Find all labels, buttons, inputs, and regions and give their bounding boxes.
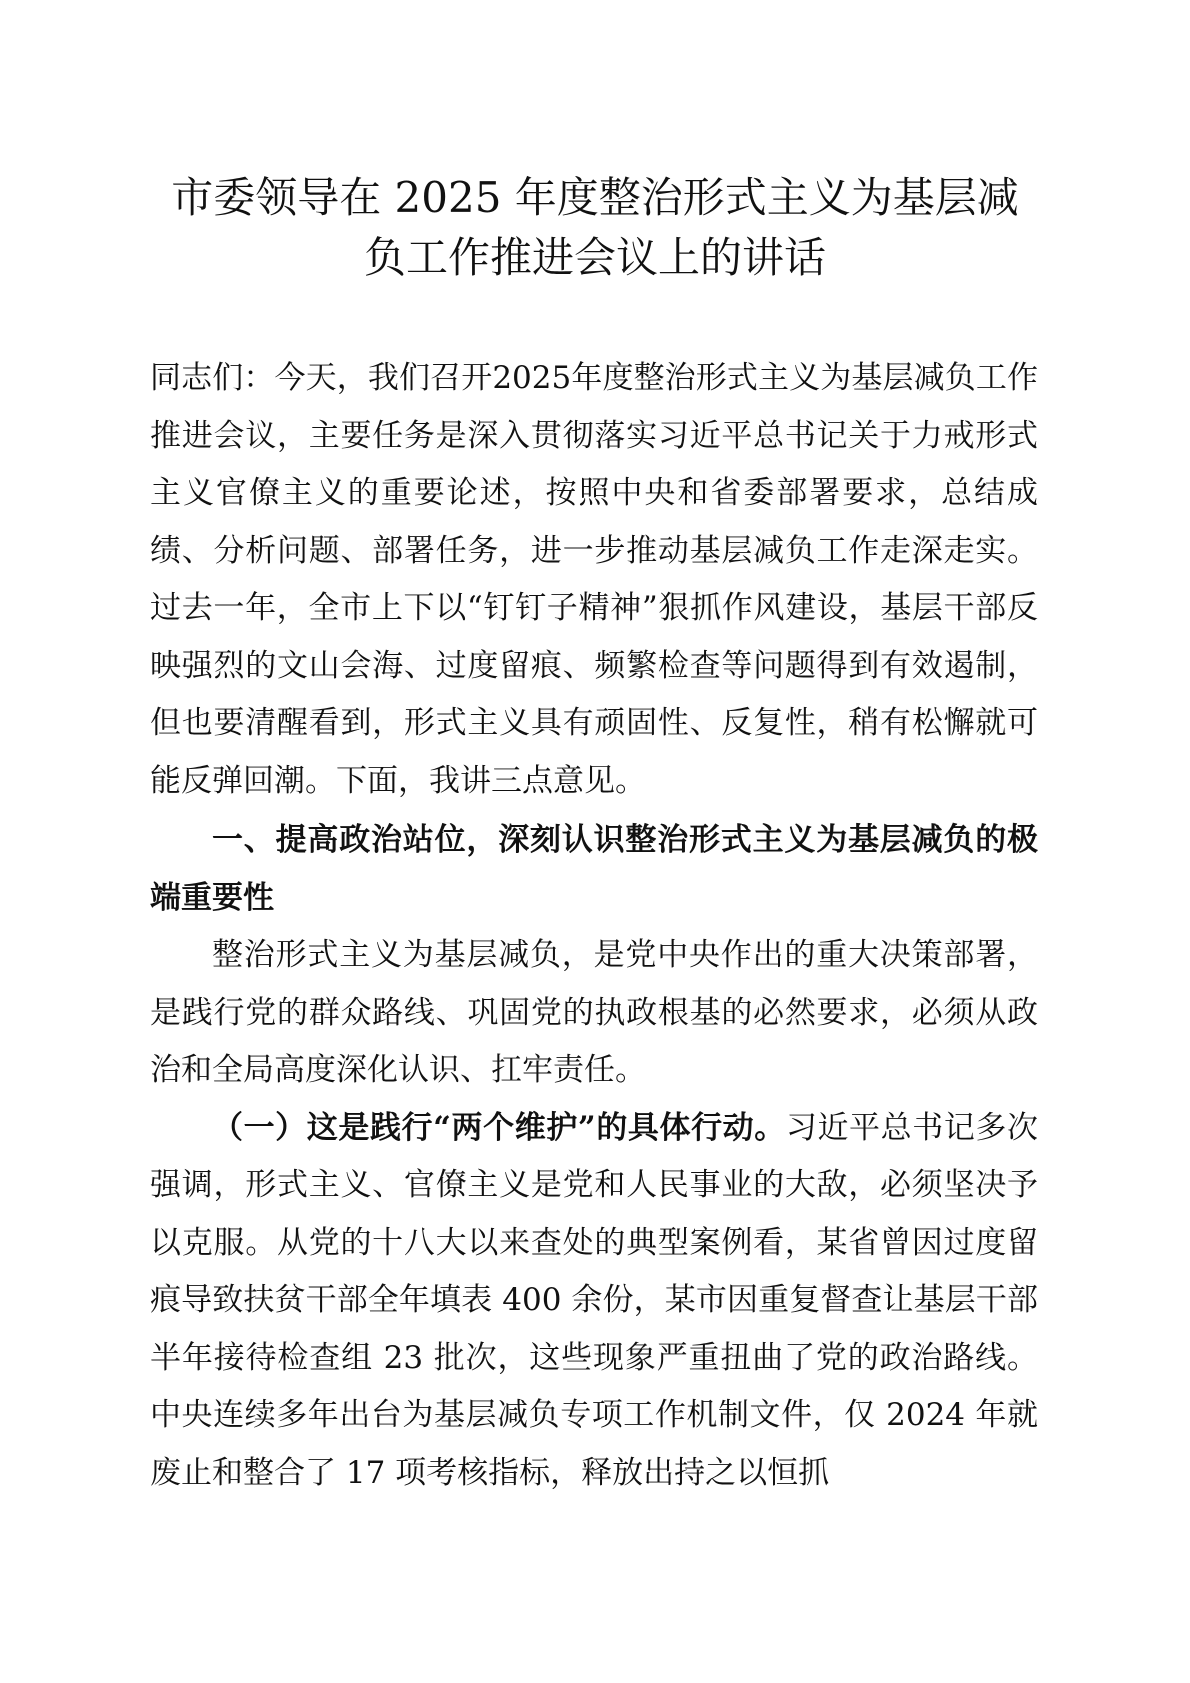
title-line-2: 负工作推进会议上的讲话: [363, 233, 826, 282]
document-body: [150, 350, 1038, 1502]
subsection-label-1: （一）这是践行“两个维护”的具体行动。: [212, 1109, 786, 1146]
subsection-paragraph-1: [150, 1100, 1038, 1503]
document-title: [120, 168, 1070, 288]
intro-paragraph: 同志们：今天，我们召开2025年度整治形式主义为基层减负工作推进会议，主要任务是深入贯彻落实习近平总书记关于力戒形式主义官僚主义的重要论述，按照中央和省委部署要求，总结成绩、分析问题、部署任务，进一步推动基层减负工作走深走实。过去一年，全市上下以“钉钉子精神”狠抓作风建设，基层干部反映强烈的文山会海、过度留痕、频繁检查等问题得到有效遏制，但也要清醒看到，形式主义具有顽固性、反复性，稍有松懈就可能反弹回潮。下面，我讲三点意见。: [150, 360, 1038, 799]
title-line-1: 市委领导在 2025 年度整治形式主义为基层减: [171, 173, 1019, 222]
section-paragraph-1: 整治形式主义为基层减负，是党中央作出的重大决策部署，是践行党的群众路线、巩固党的执政根基的必然要求，必须从政治和全局高度深化认识、扛牢责任。: [150, 937, 1038, 1088]
subsection-text-1: 习近平总书记多次强调，形式主义、官僚主义是党和人民事业的大敌，必须坚决予以克服。从党的十八大以来查处的典型案例看，某省曾因过度留痕导致扶贫干部全年填表 400 余份，某市因重复督查让基层干部半年接待检查组 23 批次，这些现象严重扭曲了党的政治路线。中央连续多年出台为基层减负专项工作机制文件，仅 2024 年就废止和整合了 17 项考核指标，释放出持之以恒抓: [150, 1109, 1039, 1491]
section-heading-1: 一、提高政治站位，深刻认识整治形式主义为基层减负的极端重要性: [150, 822, 1038, 916]
